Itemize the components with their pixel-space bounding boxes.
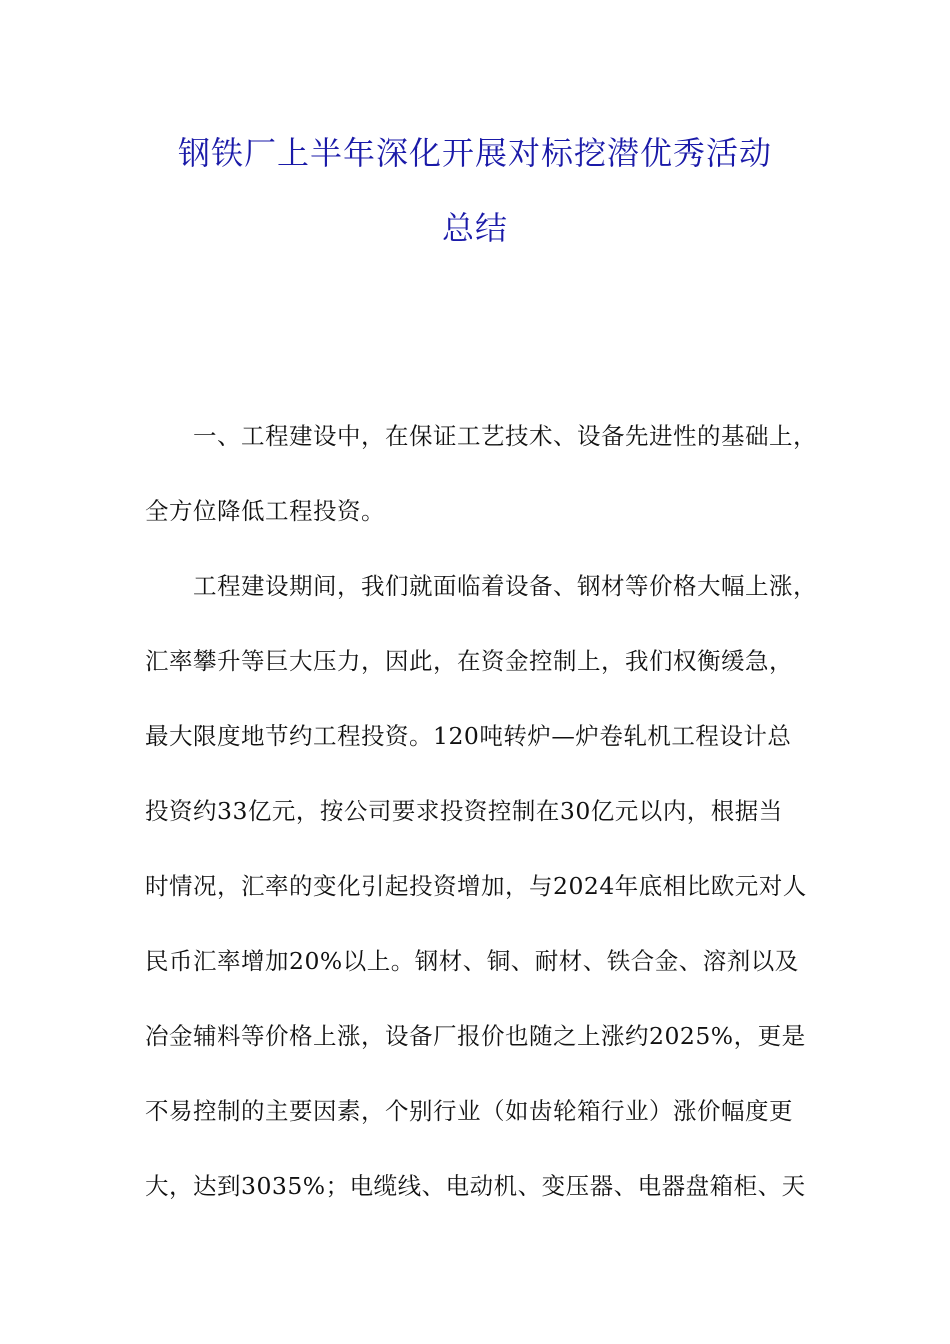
paragraph-2-line-2: 汇率攀升等巨大压力，因此，在资金控制上，我们权衡缓急， <box>145 647 793 675</box>
paragraph-2-line-3: 最大限度地节约工程投资。120吨转炉—炉卷轧机工程设计总 <box>145 722 792 750</box>
paragraph-2-line-6: 民币汇率增加20%以上。钢材、铜、耐材、铁合金、溶剂以及 <box>145 947 799 975</box>
paragraph-2-line-8: 不易控制的主要因素，个别行业（如齿轮箱行业）涨价幅度更 <box>145 1097 793 1125</box>
paragraph-1-line-1: 一、工程建设中，在保证工艺技术、设备先进性的基础上， <box>193 422 817 450</box>
paragraph-2-line-9: 大，达到3035%；电缆线、电动机、变压器、电器盘箱柜、天 <box>145 1172 806 1200</box>
paragraph-2-line-7: 冶金辅料等价格上涨，设备厂报价也随之上涨约2025%，更是 <box>145 1022 806 1050</box>
document-body <box>145 414 815 1239</box>
paragraph-2-line-1: 工程建设期间，我们就面临着设备、钢材等价格大幅上涨， <box>193 572 817 600</box>
paragraph-1-line-2: 全方位降低工程投资。 <box>145 497 385 525</box>
document-title-line-1: 钢铁厂上半年深化开展对标挖潜优秀活动 <box>177 134 772 172</box>
paragraph-2-line-5: 时情况，汇率的变化引起投资增加，与2024年底相比欧元对人 <box>145 872 807 900</box>
document-title-line-2: 总结 <box>441 209 508 247</box>
paragraph-2-line-4: 投资约33亿元，按公司要求投资控制在30亿元以内，根据当 <box>145 797 783 825</box>
